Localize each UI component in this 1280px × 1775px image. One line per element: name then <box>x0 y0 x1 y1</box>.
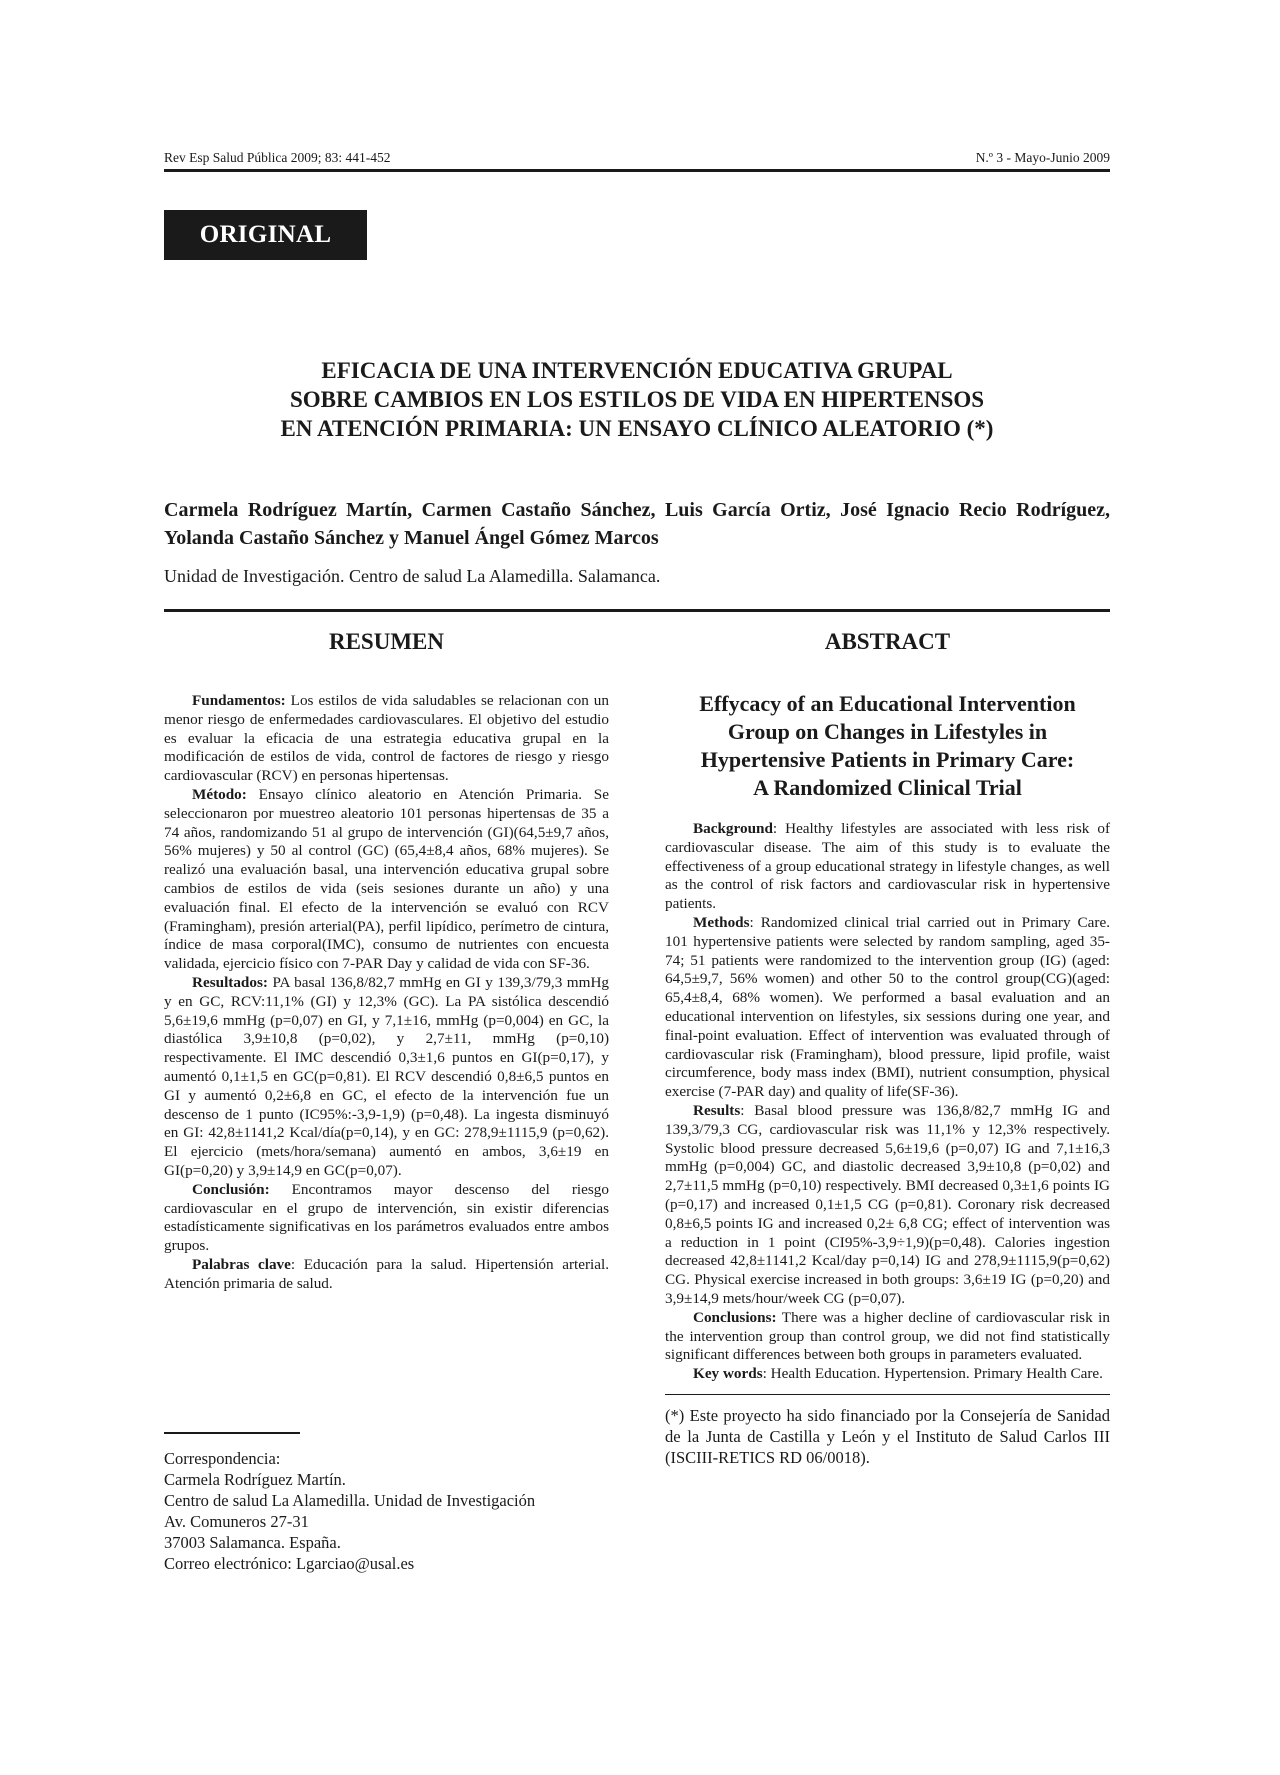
resumen-paragraph <box>164 974 609 1181</box>
resumen-paragraph <box>164 786 609 974</box>
correspondence-email: Correo electrónico: Lgarciao@usal.es <box>164 1553 415 1573</box>
abstract-paragraph <box>665 1102 1110 1309</box>
title-line: SOBRE CAMBIOS EN LOS ESTILOS DE VIDA EN HIPERTENSOS <box>289 387 985 412</box>
paragraph-text: : Health Education. Hypertension. Primary Health Care. <box>762 1365 1103 1383</box>
abstract-paragraph <box>665 1365 1110 1384</box>
affiliation: Unidad de Investigación. Centro de salud La Alamedilla. Salamanca. <box>164 566 661 586</box>
footnote-rule <box>164 1432 300 1434</box>
english-title-line: A Randomized Clinical Trial <box>753 775 1022 800</box>
resumen-body <box>164 692 609 1294</box>
paragraph-label: Conclusión: <box>192 1180 270 1198</box>
paragraph-text: There was a higher decline of cardiovascular risk in the intervention group than control group, we did not find statistically significant differences between both groups in parameters evaluated. <box>665 1308 1110 1364</box>
resumen-paragraph <box>164 1181 609 1256</box>
english-title-line: Hypertensive Patients in Primary Care: <box>700 747 1075 772</box>
abstract-paragraph <box>665 914 1110 1102</box>
paragraph-text: PA basal 136,8/82,7 mmHg en GI y 139,3/79,3 mmHg y en GC, RCV:11,1% (GI) y 12,3% (GC). La PA sistólica descendió 5,6±19,6 mmHg (p=0,07) en GI, y 7,1±16, mmHg (p=0,004) en GC, la diastólica 3,9±10,8 (p=0,02), y 2,7±11, mmHg (p=0,10) respectivamente. El IMC descendió 0,3±1,6 puntos en GI(p=0,17), y aumentó 0,1±1,5 en GC(p=0,81). El RCV descendió 0,8±6,5 puntos en GI y aumentó 0,2±6,8 en GC, el efecto de la intervención fue un descenso de 1 punto (IC95%:-3,9-1,9) (p=0,48). La ingesta disminuyó en GI: 42,8±1141,2 Kcal/día(p=0,14), y en GC: 278,9±1115,9 (p=0,62). El ejercicio (mets/hora/semana) aumentó en ambos, 3,6±19 en GI(p=0,20) y 3,9±14,9 en GC(p=0,07). <box>164 973 609 1179</box>
header-rule <box>164 169 1110 172</box>
paragraph-label: Método: <box>192 785 247 803</box>
section-rule <box>164 609 1110 612</box>
section-tag: ORIGINAL <box>164 210 367 260</box>
journal-citation: Rev Esp Salud Pública 2009; 83: 441-452 <box>164 150 391 165</box>
resumen-heading: RESUMEN <box>328 629 444 654</box>
running-header <box>164 146 1110 170</box>
paragraph-label: Conclusions: <box>693 1308 777 1326</box>
english-title <box>665 690 1110 802</box>
resumen-column <box>164 626 609 1294</box>
paragraph-text: : Basal blood pressure was 136,8/82,7 mmHg IG and 139,3/79,3 CG, cardiovascular risk was 11,1% y 12,3% respectively. Systolic blood pressure decreased 5,6±19,6 (p=0,07) IG and 7,1±16,3 mmHg (p=0,004) GC, and diastolic decreased 3,9±10,8 (p=0,02) and 2,7±11,5 mmHg (p=0,10) respectively. BMI decreased 0,3±1,6 points IG (p=0,17) and increased 0,1±1,5 CG (p=0,81). Coronary risk decreased 0,8±6,5 points IG and increased 0,2± 6,8 CG; effect of intervention was a reduction in 1 point (CI95%-3,9÷1,9)(p=0,48). Calories ingestion decreased 42,8±1141,2 Kcal/day p=0,14) IG and 278,9±1115,9(p=0,62) CG. Physical exercise increased in both groups: 3,6±19 IG (p=0,20) and 3,9±14,9 mets/hour/week CG (p=0,07). <box>665 1101 1110 1307</box>
author-list: Carmela Rodríguez Martín, Carmen Castaño Sánchez, Luis García Ortiz, José Ignacio Recio Rodríguez, Yolanda Castaño Sánchez y Manuel Ángel Gómez Marcos <box>164 499 1110 549</box>
article-title <box>164 356 1110 443</box>
funding-rule <box>665 1394 1110 1396</box>
paragraph-label: Fundamentos: <box>192 692 286 709</box>
correspondence-block <box>164 1432 609 1574</box>
title-line: EFICACIA DE UNA INTERVENCIÓN EDUCATIVA GRUPAL <box>321 358 953 383</box>
resumen-paragraph <box>164 692 609 786</box>
abstract-paragraph <box>665 1309 1110 1365</box>
correspondence-line: Correspondencia: <box>164 1448 281 1468</box>
paragraph-text: Ensayo clínico aleatorio en Atención Primaria. Se seleccionaron por muestreo aleatorio 101 personas hipertensas de 35 a 74 años, randomizando 51 al grupo de intervención (GI)(64,5±9,7 años, 56% mujeres) y 50 al control (GC) (65,4±8,4 años, 68% mujeres). Se realizó una evaluación basal, una intervención educativa grupal sobre cambios de estilos de vida (seis sesiones durante un año) y una evaluación final. El efecto de la intervención se evaluó con RCV (Framingham), presión arterial(PA), perfil lipídico, perímetro de cintura, índice de masa corporal(IMC), consumo de nutrientes con encuesta validada, ejercicio físico con 7-PAR Day y calidad de vida con SF-36. <box>164 785 609 973</box>
paragraph-text: Los estilos de vida saludables se relacionan con un menor riesgo de enfermedades cardiovasculares. El objetivo del estudio es evaluar la eficacia de una estrategia educativa grupal en la modificación de estilos de vida, control de factores de riesgo y riesgo cardiovascular (RCV) en personas hipertensas. <box>164 692 609 785</box>
paragraph-label: Palabras clave <box>192 1255 291 1273</box>
paragraph-label: Resultados: <box>192 973 268 991</box>
paragraph-label: Key words <box>693 1365 763 1383</box>
issue-info: N.º 3 - Mayo-Junio 2009 <box>975 150 1110 165</box>
paragraph-text: : Educación para la salud. Hipertensión arterial. Atención primaria de salud. <box>164 1255 609 1292</box>
resumen-paragraph <box>164 1256 609 1294</box>
correspondence-line: 37003 Salamanca. España. <box>164 1532 341 1552</box>
abstract-paragraph <box>665 820 1110 914</box>
english-title-line: Group on Changes in Lifestyles in <box>727 719 1048 744</box>
correspondence-line: Carmela Rodríguez Martín. <box>164 1469 346 1489</box>
correspondence-line: Centro de salud La Alamedilla. Unidad de Investigación <box>164 1490 536 1510</box>
paragraph-label: Background <box>693 820 773 837</box>
paragraph-text: : Randomized clinical trial carried out in Primary Care. 101 hypertensive patients were selected by random sampling, aged 35-74; 51 patients were randomized to the intervention group (IG) (aged: 64,5±9,7, 56% women) and other 50 to the control group(CG)(aged: 65,4±8,4, 68% women). We performed a basal evaluation and an educational intervention on lifestyles, six sessions during one year, and final-point evaluation. Effect of intervention was evaluated through of cardiovascular risk (Framingham), blood pressure, lipid profile, waist circumference, body mass index (BMI), nutrient consumption, physical exercise (7-PAR day) and quality of life(SF-36). <box>665 913 1110 1101</box>
correspondence-line: Av. Comuneros 27-31 <box>164 1511 309 1531</box>
english-title-line: Effycacy of an Educational Intervention <box>699 691 1076 716</box>
paragraph-text: : Healthy lifestyles are associated with less risk of cardiovascular disease. The aim of this study is to evaluate the effectiveness of a group educational strategy in lifestyle changes, as well as the control of risk factors and cardiovascular risk in hypertensive patients. <box>665 820 1110 913</box>
abstract-heading: ABSTRACT <box>824 629 951 654</box>
paragraph-label: Results <box>693 1101 741 1119</box>
funding-note: (*) Este proyecto ha sido financiado por la Consejería de Sanidad de la Junta de Castilla y León y el Instituto de Salud Carlos III (ISCIII-RETICS RD 06/0018). <box>665 1406 1110 1468</box>
paragraph-text: Encontramos mayor descenso del riesgo cardiovascular en el grupo de intervención, sin existir diferencias estadísticamente significativas en los parámetros evaluados entre ambos grupos. <box>164 1180 609 1255</box>
abstract-column <box>665 626 1110 1468</box>
paragraph-label: Methods <box>693 913 750 931</box>
title-line: EN ATENCIÓN PRIMARIA: UN ENSAYO CLÍNICO ALEATORIO (*) <box>280 416 994 441</box>
